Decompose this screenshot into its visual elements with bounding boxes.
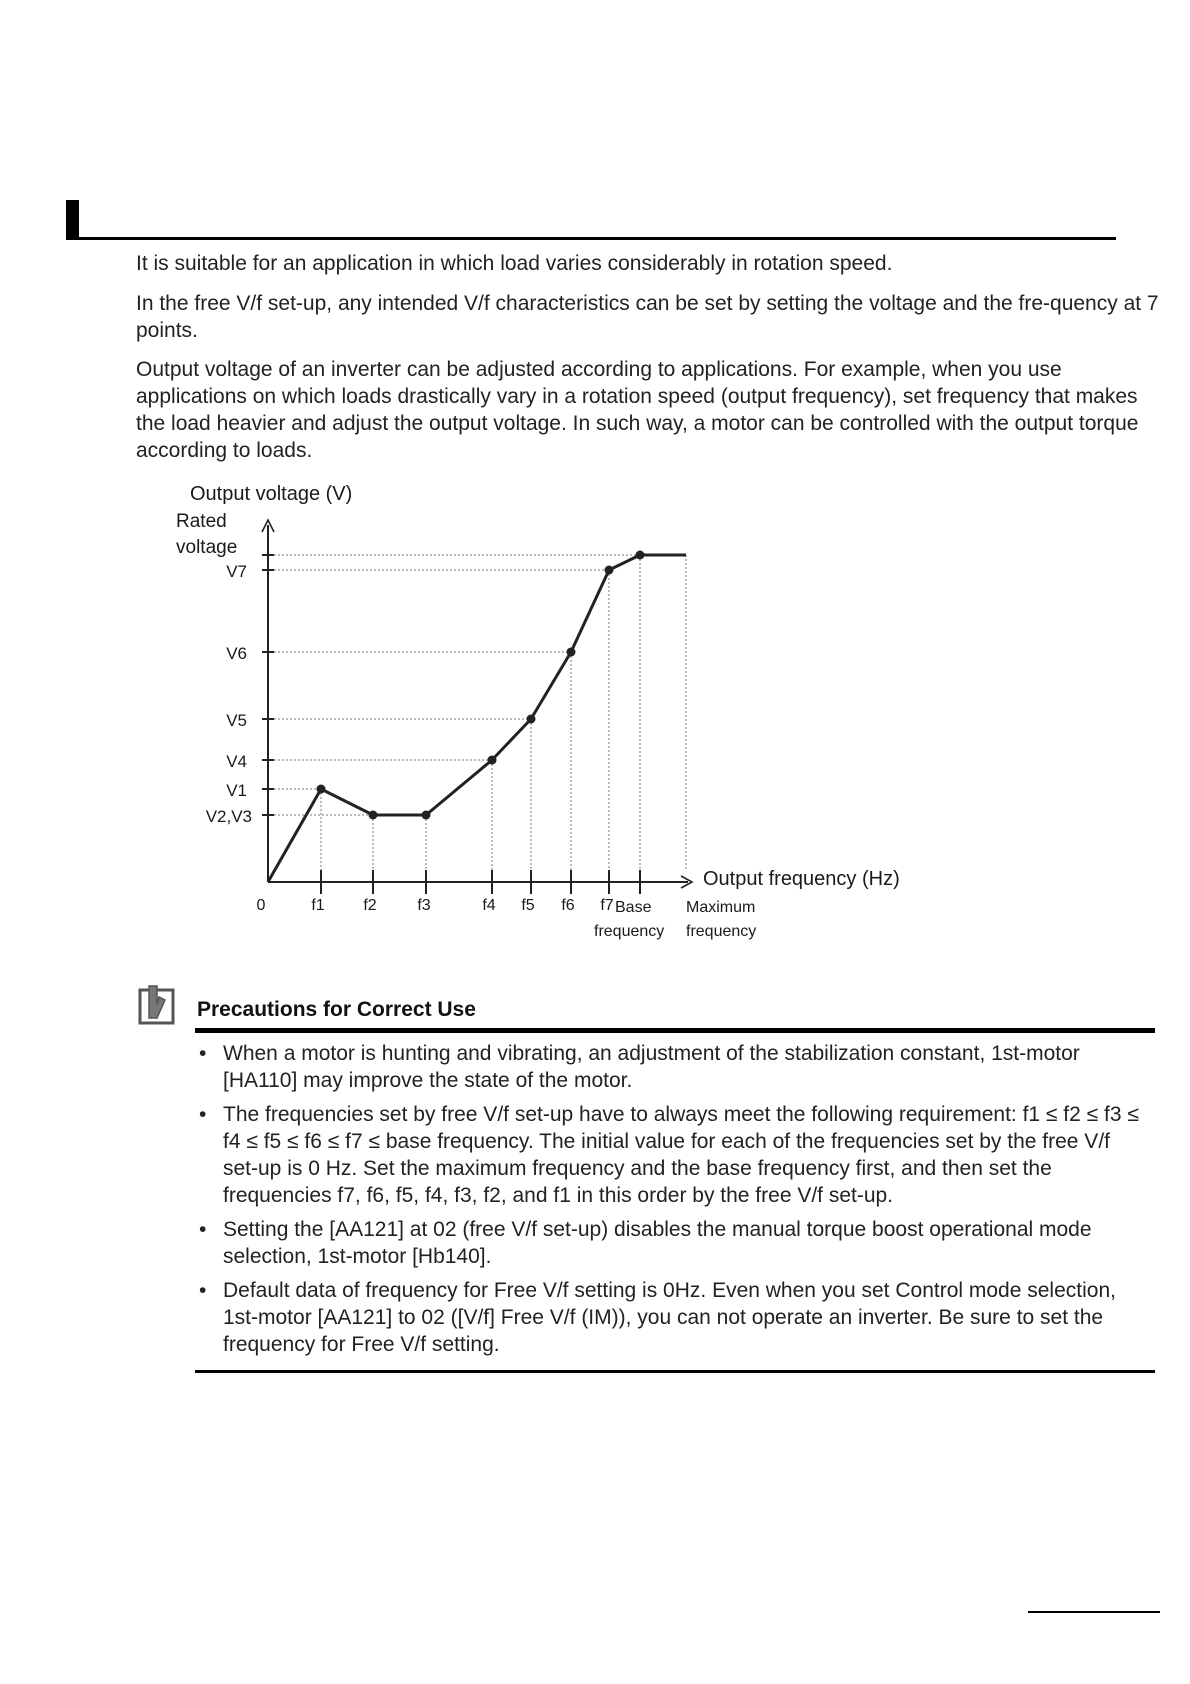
point-f6	[567, 648, 576, 657]
x-label-0: 0	[256, 897, 266, 914]
base-frequency-label-1: Base	[615, 899, 652, 916]
point-f5	[527, 715, 536, 724]
rated-label-1: Rated	[176, 511, 227, 532]
output-voltage-paragraph: Output voltage of an inverter can be adjusted according to applications. For example, when you use applications on which loads drastically vary in a rotation speed (output frequency), set frequency that makes the load heavier and adjust the output voltage. In such way, a motor can be controlled with the output torque according to loads.	[136, 358, 1139, 462]
precautions-bottom-rule	[195, 1370, 1155, 1373]
bullet-dot: •	[199, 1218, 207, 1241]
base-frequency-label-2: frequency	[594, 923, 665, 940]
x-label-f2: f2	[363, 897, 377, 914]
precaution-text: Setting the [AA121] at 02 (free V/f set-up) disables the manual torque boost operational mode selection, 1st-motor [Hb140].	[223, 1218, 1092, 1268]
point-f2	[369, 811, 378, 820]
section-heading-rule	[66, 237, 1116, 240]
precautions-title: Precautions for Correct Use	[197, 998, 476, 1021]
precaution-text: The frequencies set by free V/f set-up have to always meet the following requirement: f1 ≤ f2 ≤ f3 ≤ f4 ≤ f5 ≤ f6 ≤ f7 ≤ base frequency. The initial value for each of the frequencies set by the free V/f set-up is 0 Hz. Set the maximum frequency and the base frequency first, and then set the frequencies f7, f6, f5, f4, f3, f2, and f1 in this order by the free V/f set-up.	[223, 1103, 1139, 1207]
y-label-v7: V7	[226, 562, 247, 581]
precautions-top-rule	[195, 1028, 1155, 1033]
y-label-v6: V6	[226, 644, 247, 663]
y-label-v1: V1	[226, 781, 247, 800]
precaution-item	[197, 1216, 1149, 1270]
footer-rule	[1028, 1611, 1160, 1613]
precaution-item	[197, 1277, 1149, 1358]
point-f3	[422, 811, 431, 820]
y-label-v2v3: V2,V3	[205, 807, 252, 826]
point-f7	[605, 566, 614, 575]
x-label-f7: f7	[600, 897, 614, 914]
y-label-v5: V5	[226, 711, 247, 730]
x-label-f4: f4	[482, 897, 496, 914]
precaution-text: When a motor is hunting and vibrating, an adjustment of the stabilization constant, 1st-motor [HA110] may improve the state of the motor.	[223, 1042, 1080, 1092]
max-frequency-label-2: frequency	[686, 923, 757, 940]
bullet-dot: •	[199, 1279, 207, 1302]
curve-points	[317, 551, 645, 820]
bullet-dot: •	[199, 1103, 207, 1126]
intro-paragraph: It is suitable for an application in which load varies considerably in rotation speed.	[136, 252, 893, 275]
x-label-f3: f3	[417, 897, 431, 914]
point-base	[636, 551, 645, 560]
x-axis-label: Output frequency (Hz)	[703, 868, 900, 890]
max-frequency-label-1: Maximum	[686, 899, 756, 916]
y-axis-label: Output voltage (V)	[190, 483, 353, 505]
point-f1	[317, 785, 326, 794]
precaution-text: Default data of frequency for Free V/f setting is 0Hz. Even when you set Control mode selection, 1st-motor [AA121] to 02 ([V/f] Free V/f (IM)), you can not operate an inverter. Be sure to set the frequency for Free V/f setting.	[223, 1279, 1116, 1356]
precautions-list	[197, 1040, 1149, 1365]
guide-lines	[274, 555, 686, 870]
x-label-f1: f1	[311, 897, 325, 914]
y-label-v4: V4	[226, 752, 247, 771]
precaution-item	[197, 1040, 1149, 1094]
precaution-item	[197, 1101, 1149, 1209]
x-label-f5: f5	[521, 897, 535, 914]
precaution-hand-icon	[137, 982, 177, 1026]
rated-label-2: voltage	[176, 537, 238, 558]
x-label-f6: f6	[561, 897, 575, 914]
vf-characteristic-diagram	[150, 470, 930, 950]
point-f4	[488, 756, 497, 765]
bullet-dot: •	[199, 1042, 207, 1065]
section-heading-bar	[66, 200, 79, 240]
free-vf-paragraph: In the free V/f set-up, any intended V/f characteristics can be set by setting the voltage and the fre-quency at 7 points.	[136, 292, 1159, 342]
